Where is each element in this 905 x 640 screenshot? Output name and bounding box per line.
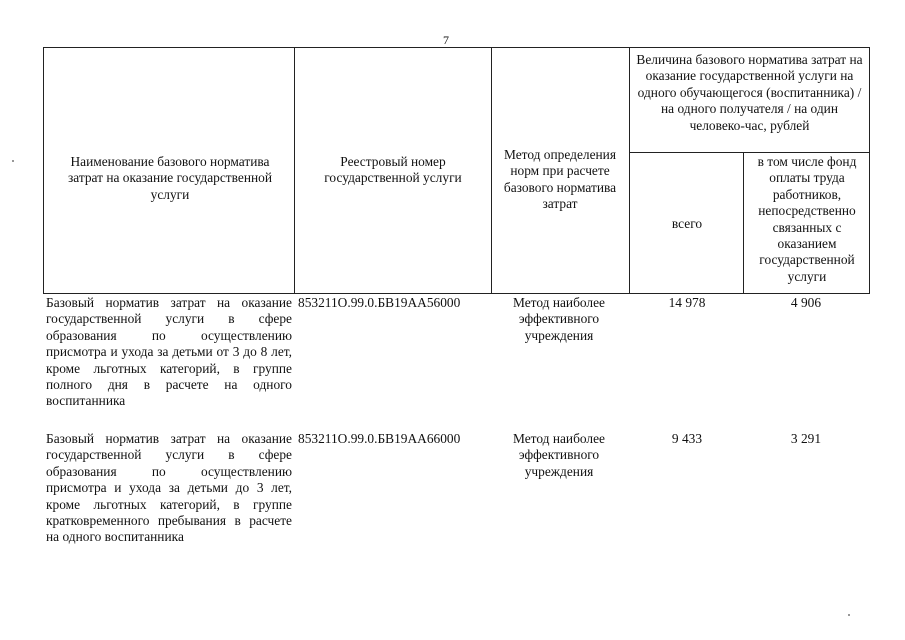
row-2-payroll: 3 291 [790,431,822,446]
header-payroll: в том числе фонд оплаты труда работников, непосредственно связанных с оказанием государственной услуги [757,154,857,284]
table-top-border [43,47,870,48]
row-1-method: Метод наиболее эффективного учреждения [513,295,605,343]
header-method: Метод определения норм при расчете базового норматива затрат [503,147,617,212]
col-border-registry-method [491,47,492,294]
page-number: 7 [443,33,449,47]
row-1-payroll: 4 906 [790,295,822,310]
row-1-registry: 853211О.99.0.БВ19АА56000 [298,295,461,310]
row-2-registry: 853211О.99.0.БВ19АА66000 [298,431,461,446]
value-subheader-divider [629,152,870,153]
row-1-total: 14 978 [668,295,706,310]
row-2-name: Базовый норматив затрат на оказание государственной услуги в сфере образования по осуществлению присмотра и ухода за детьми до 3 лет, кроме льготных категорий, в группе кратковременного пребывания в расчете на одного воспитанника [46,431,292,545]
row-1-name: Базовый норматив затрат на оказание государственной услуги в сфере образования по осуществлению присмотра и ухода за детьми от 3 до 8 лет, кроме льготных категорий, в группе полного дня в расчете на одного воспитанника [46,295,292,409]
col-border-total-payroll [743,152,744,294]
header-value-group: Величина базового норматива затрат на оказание государственной услуги на одного обучающегося (воспитанника) / на одного получателя / на один человеко-час, рублей [636,52,863,133]
col-border-method-value [629,47,630,294]
col-border-left [43,47,44,294]
col-border-right [869,47,870,294]
header-bottom-border [43,293,870,294]
scan-artifact [848,614,850,616]
scan-artifact [12,160,14,162]
col-border-name-registry [294,47,295,294]
header-name: Наименование базового норматива затрат на оказание государственной услуги [67,154,273,202]
header-total: всего [671,216,703,231]
header-registry: Реестровый номер государственной услуги [324,154,462,186]
row-2-method: Метод наиболее эффективного учреждения [513,431,605,479]
row-2-total: 9 433 [671,431,703,446]
